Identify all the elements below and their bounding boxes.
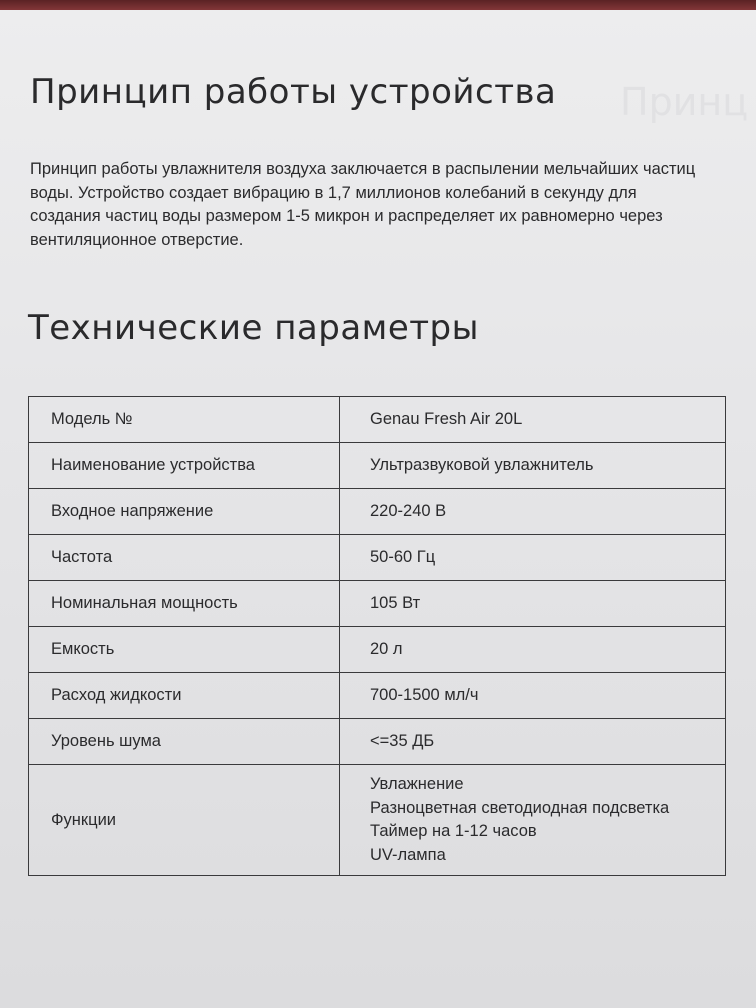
param-model-label: Модель № (29, 397, 340, 443)
function-item: UV-лампа (370, 845, 446, 864)
table-row (29, 443, 726, 489)
table-row (29, 489, 726, 535)
principle-title: Принцип работы устройства (30, 72, 557, 112)
param-model-value: Genau Fresh Air 20L (340, 397, 726, 443)
table-row (29, 765, 726, 876)
param-frequency-label: Частота (29, 535, 340, 581)
specs-title: Технические параметры (28, 308, 479, 348)
param-device-name-label: Наименование устройства (29, 443, 340, 489)
function-item: Увлажнение (370, 775, 464, 793)
param-frequency-value: 50-60 Гц (340, 535, 726, 581)
function-item: Таймер на 1-12 часов (370, 822, 537, 840)
param-consumption-value: 700-1500 мл/ч (340, 673, 726, 719)
param-consumption-label: Расход жидкости (29, 673, 340, 719)
param-functions-label: Функции (29, 765, 340, 876)
table-row (29, 719, 726, 765)
param-noise-value: <=35 ДБ (340, 719, 726, 765)
principle-paragraph: Принцип работы увлажнителя воздуха заключается в распылении мельчайших частиц воды. Устройство создает вибрацию в 1,7 миллионов колебаний в секунду для создания частиц воды размером 1-5 микрон и распределяет их равномерно через вентиляционное отверстие. (30, 160, 696, 249)
param-voltage-label: Входное напряжение (29, 489, 340, 535)
table-row (29, 397, 726, 443)
param-voltage-value: 220-240 В (340, 489, 726, 535)
specs-table (28, 396, 726, 876)
manual-page (0, 10, 756, 1008)
table-row (29, 581, 726, 627)
param-noise-label: Уровень шума (29, 719, 340, 765)
show-through-text: Принц (620, 80, 749, 124)
param-capacity-value: 20 л (340, 627, 726, 673)
table-row (29, 535, 726, 581)
param-device-name-value: Ультразвуковой увлажнитель (340, 443, 726, 489)
param-power-label: Номинальная мощность (29, 581, 340, 627)
param-functions-value (340, 765, 726, 876)
table-row (29, 627, 726, 673)
param-capacity-label: Емкость (29, 627, 340, 673)
function-item: Разноцветная светодиодная подсветка (370, 798, 670, 817)
table-row (29, 673, 726, 719)
param-power-value: 105 Вт (340, 581, 726, 627)
